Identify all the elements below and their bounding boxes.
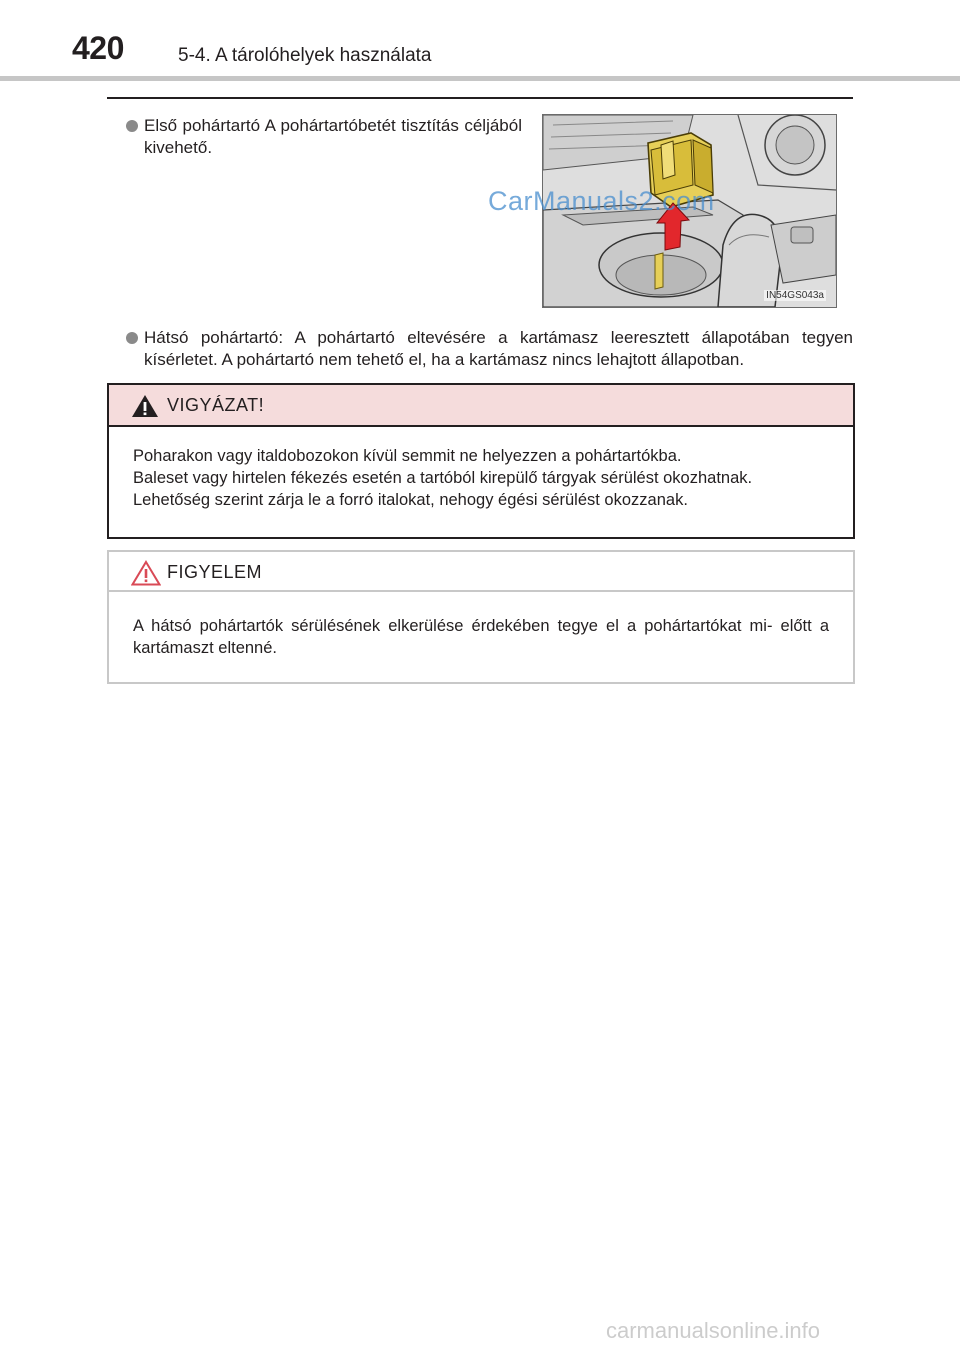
warning-line: Poharakon vagy italdobozokon kívül semmit ne helyezzen a pohártartókba.	[133, 447, 682, 465]
bullet-text: Hátsó pohártartó: A pohártartó eltevésére a kartámasz leeresztett állapotában tegyen kísérletet. A pohártartó nem tehető el, ha a kartámasz nincs lehajtott állapotban.	[144, 328, 853, 369]
warning-triangle-icon	[131, 394, 159, 418]
warning-line: Lehetőség szerint zárja le a forró italokat, nehogy égési sérülést okozzanak.	[133, 491, 688, 509]
header-bar	[0, 76, 960, 81]
section-title: 5-4. A tárolóhelyek használata	[178, 45, 432, 66]
warning-body	[133, 445, 829, 511]
warning-line: Baleset vagy hirtelen fékezés esetén a tartóból kirepülő tárgyak sérülést okozhatnak.	[133, 469, 753, 487]
watermark-bottom: carmanualsonline.info	[606, 1318, 821, 1343]
header-rule	[107, 97, 853, 99]
warning-header	[109, 385, 853, 427]
notice-title: FIGYELEM	[167, 562, 263, 582]
notice-text: A hátsó pohártartók sérülésének elkerülése érdekében tegye el a pohártartókat mi- előtt a kartámaszt eltenné.	[133, 617, 829, 657]
bullet-rear-cup-holder	[126, 327, 853, 371]
watermark-top: CarManuals2.com	[488, 186, 715, 216]
bullet-text: Első pohártartó A pohártartóbetét tisztítás céljából kivehető.	[144, 116, 522, 157]
figure-code: IN54GS043a	[766, 290, 824, 301]
bullet-front-cup-holder	[126, 115, 522, 159]
warning-title: VIGYÁZAT!	[167, 395, 265, 415]
notice-box	[107, 550, 855, 684]
warning-box	[107, 383, 855, 539]
notice-body	[133, 615, 829, 659]
page-number: 420	[72, 30, 124, 66]
bullet-dot-icon	[126, 332, 138, 344]
bullet-dot-icon	[126, 120, 138, 132]
caution-triangle-icon	[131, 560, 161, 586]
notice-header	[109, 552, 853, 592]
